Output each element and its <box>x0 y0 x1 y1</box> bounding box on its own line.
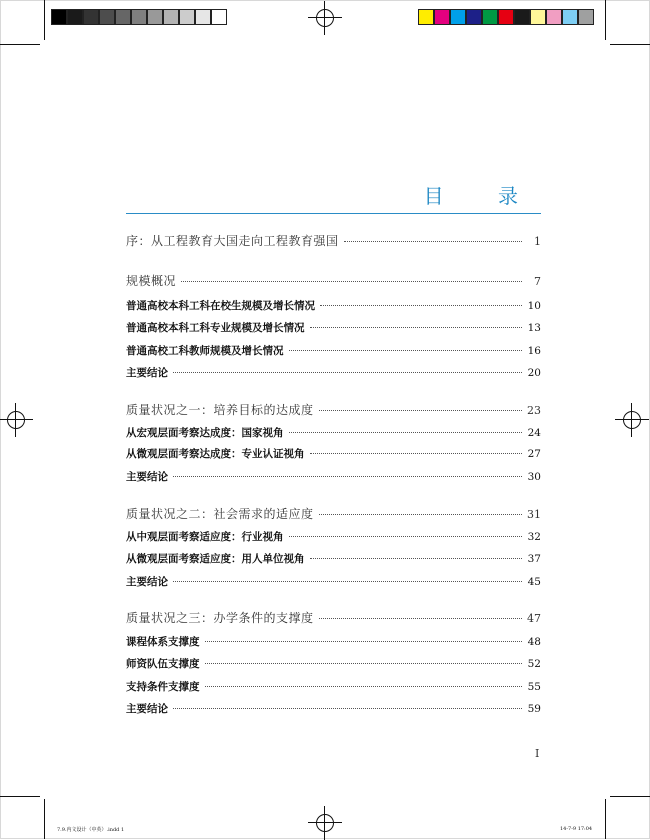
dot-leader <box>310 327 523 328</box>
color-swatch <box>163 9 179 25</box>
toc-entry[interactable] <box>126 469 541 484</box>
dot-leader <box>205 686 523 687</box>
color-swatch <box>195 9 211 25</box>
color-swatch <box>466 9 482 25</box>
toc-entry-page: 48 <box>527 636 541 648</box>
color-swatch <box>147 9 163 25</box>
toc-entry[interactable] <box>126 320 541 335</box>
toc-entry-page: 7 <box>534 275 541 288</box>
dot-leader <box>205 663 523 664</box>
toc-entry[interactable] <box>126 551 541 566</box>
toc-entry-page: 45 <box>527 576 541 588</box>
dot-leader <box>173 581 522 582</box>
print-slug-file: 7.9.内文设计（中英）.indd 1 <box>57 827 125 833</box>
toc-entry[interactable] <box>126 634 541 649</box>
toc-entry-page: 30 <box>527 471 541 483</box>
dot-leader <box>319 618 522 619</box>
toc-entry[interactable] <box>126 679 541 694</box>
toc-entry-page: 1 <box>534 235 541 248</box>
toc-entry[interactable] <box>126 343 541 358</box>
toc-entry-label: 从中观层面考察适应度：行业视角 <box>126 531 284 543</box>
toc-entry-page: 31 <box>527 508 541 521</box>
dot-leader <box>181 281 522 282</box>
toc-entry-label: 支持条件支撑度 <box>126 681 200 693</box>
toc-entry-page: 27 <box>527 448 541 460</box>
color-swatch <box>514 9 530 25</box>
toc-entry[interactable] <box>126 298 541 313</box>
page-number: I <box>535 747 540 760</box>
toc-entry[interactable] <box>126 574 541 589</box>
toc-entry[interactable] <box>126 232 541 249</box>
dot-leader <box>173 476 522 477</box>
toc-entry-label: 主要结论 <box>126 367 168 379</box>
toc-entry[interactable] <box>126 609 541 626</box>
toc-entry-label: 规模概况 <box>126 274 177 288</box>
toc-entry-page: 37 <box>527 553 541 565</box>
dot-leader <box>320 305 522 306</box>
toc-entry[interactable] <box>126 505 541 522</box>
dot-leader <box>310 453 523 454</box>
toc-entry[interactable] <box>126 529 541 544</box>
toc-entry-page: 10 <box>527 300 541 312</box>
color-swatch <box>562 9 578 25</box>
color-swatch <box>418 9 434 25</box>
color-swatch <box>578 9 594 25</box>
toc-entry-page: 16 <box>527 345 541 357</box>
registration-mark-bottom <box>308 806 342 840</box>
toc-entry[interactable] <box>126 365 541 380</box>
toc-entry-label: 质量状况之二：社会需求的适应度 <box>126 507 314 521</box>
registration-mark-right <box>615 403 649 437</box>
toc-entry-page: 59 <box>527 703 541 715</box>
toc-entry-label: 从微观层面考察适应度：用人单位视角 <box>126 553 305 565</box>
toc-entry-label: 从宏观层面考察达成度：国家视角 <box>126 427 284 439</box>
color-swatch <box>179 9 195 25</box>
toc-entry[interactable] <box>126 656 541 671</box>
dot-leader <box>319 410 522 411</box>
color-swatch <box>83 9 99 25</box>
toc-entry[interactable] <box>126 701 541 716</box>
color-swatch <box>67 9 83 25</box>
page-title: 目 录 <box>423 184 542 208</box>
dot-leader <box>205 641 523 642</box>
toc-entry-label: 师资队伍支撑度 <box>126 658 200 670</box>
toc-entry-page: 52 <box>527 658 541 670</box>
print-slug-time: 14-7-9 17:04 <box>560 826 593 832</box>
registration-mark-top <box>308 1 342 35</box>
color-swatch <box>99 9 115 25</box>
toc-entry-page: 23 <box>527 404 541 417</box>
dot-leader <box>289 432 523 433</box>
title-divider <box>126 213 541 214</box>
dot-leader <box>173 372 522 373</box>
toc-entry-label: 主要结论 <box>126 703 168 715</box>
dot-leader <box>289 536 523 537</box>
gray-scale-bar <box>51 9 227 25</box>
toc-entry-label: 质量状况之三：办学条件的支撑度 <box>126 611 314 625</box>
toc-entry-page: 24 <box>527 427 541 439</box>
color-swatch <box>450 9 466 25</box>
toc-entry[interactable] <box>126 272 541 289</box>
color-swatch <box>546 9 562 25</box>
color-calibration-bar <box>418 9 594 25</box>
color-swatch <box>498 9 514 25</box>
color-swatch <box>51 9 67 25</box>
toc-entry-label: 普通高校本科工科专业规模及增长情况 <box>126 322 305 334</box>
toc-entry-page: 20 <box>527 367 541 379</box>
toc-entry[interactable] <box>126 401 541 418</box>
toc-entry-page: 55 <box>527 681 541 693</box>
toc-entry-label: 普通高校本科工科在校生规模及增长情况 <box>126 300 315 312</box>
color-swatch <box>131 9 147 25</box>
toc-entry[interactable] <box>126 446 541 461</box>
toc-entry-label: 主要结论 <box>126 471 168 483</box>
toc-entry-label: 普通高校工科教师规模及增长情况 <box>126 345 284 357</box>
dot-leader <box>319 514 522 515</box>
toc-entry-label: 课程体系支撑度 <box>126 636 200 648</box>
color-swatch <box>434 9 450 25</box>
dot-leader <box>310 558 523 559</box>
dot-leader <box>173 708 522 709</box>
dot-leader <box>344 241 522 242</box>
toc-entry-page: 47 <box>527 612 541 625</box>
color-swatch <box>482 9 498 25</box>
toc-entry-label: 从微观层面考察达成度：专业认证视角 <box>126 448 305 460</box>
dot-leader <box>289 350 523 351</box>
toc-entry-page: 32 <box>527 531 541 543</box>
toc-entry[interactable] <box>126 425 541 440</box>
toc-entry-label: 质量状况之一：培养目标的达成度 <box>126 403 314 417</box>
toc-entry-label: 主要结论 <box>126 576 168 588</box>
color-swatch <box>115 9 131 25</box>
color-swatch <box>530 9 546 25</box>
toc-entry-label: 序：从工程教育大国走向工程教育强国 <box>126 234 339 248</box>
color-swatch <box>211 9 227 25</box>
toc-entry-page: 13 <box>527 322 541 334</box>
registration-mark-left <box>0 403 33 437</box>
